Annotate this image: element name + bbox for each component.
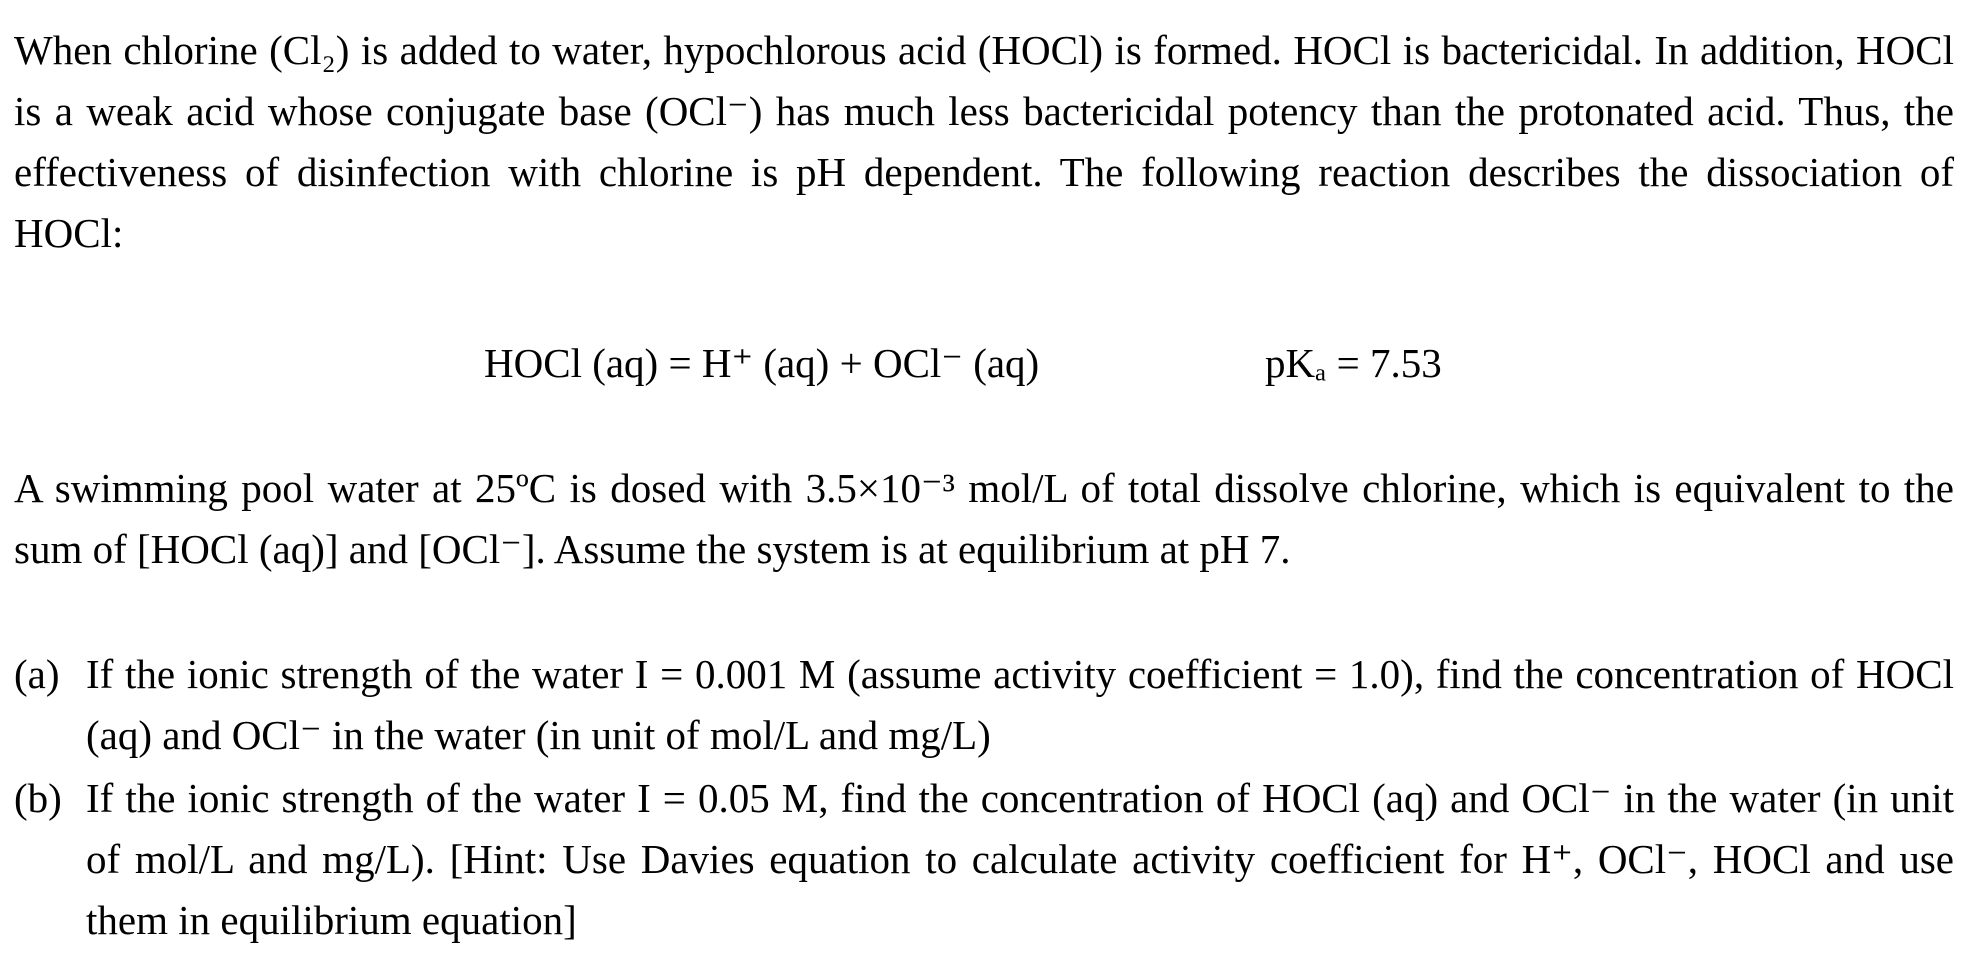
question-a-text: If the ionic strength of the water I = 0.001 M (assume activity coefficient = 1.0), find the concentration of HOCl (aq) and OCl⁻ in the water (in unit of mol/L and mg/L) (86, 651, 1954, 758)
reaction-expression: HOCl (aq) = H⁺ (aq) + OCl⁻ (aq) (484, 340, 1040, 386)
question-b-text: If the ionic strength of the water I = 0.05 M, find the concentration of HOCl (aq) and OCl⁻ in the water (in unit of mol/L and mg/L). [Hint: Use Davies equation to calculate activity coefficient for H⁺, OCl⁻, HOCl and use them in equilibrium equation] (86, 775, 1954, 943)
pka-value: pKₐ = 7.53 (1265, 340, 1442, 386)
dissociation-equation (14, 333, 1954, 394)
intro-paragraph: When chlorine (Cl₂) is added to water, hypochlorous acid (HOCl) is formed. HOCl is bactericidal. In addition, HOCl is a weak acid whose conjugate base (OCl⁻) has much less bactericidal potency than the protonated acid. Thus, the effectiveness of disinfection with chlorine is pH dependent. The following reaction describes the dissociation of HOCl: (14, 27, 1954, 256)
question-b-label: (b) (14, 775, 62, 821)
question-a-label: (a) (14, 651, 60, 697)
setup-paragraph: A swimming pool water at 25ºC is dosed with 3.5×10⁻³ mol/L of total dissolve chlorine, which is equivalent to the sum of [HOCl (aq)] and [OCl⁻]. Assume the system is at equilibrium at pH 7. (14, 465, 1954, 572)
question-b (14, 768, 1954, 951)
question-a (14, 644, 1954, 766)
